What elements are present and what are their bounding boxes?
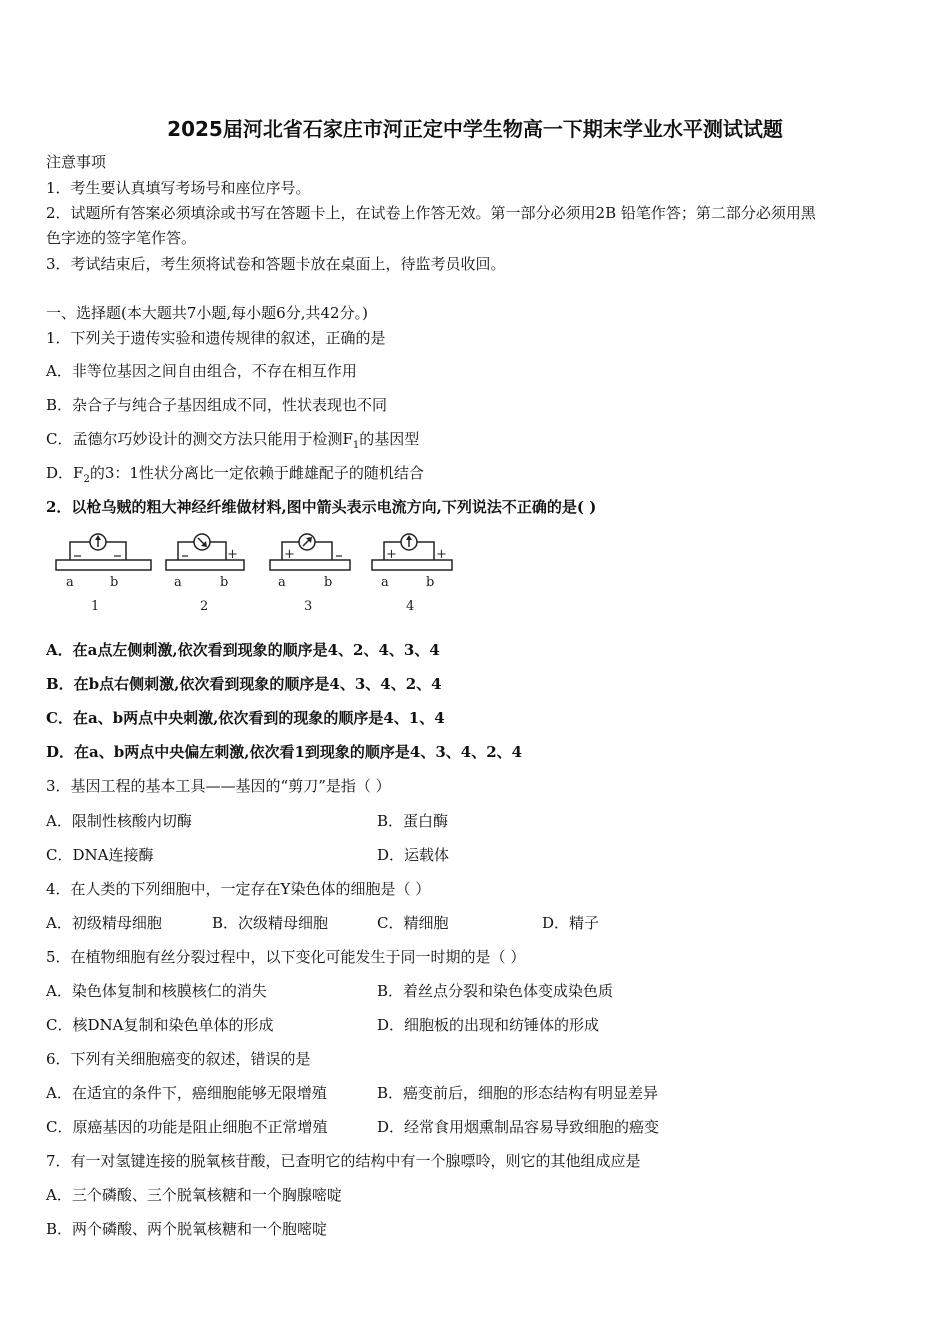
figure-panel-1 [56,534,151,614]
note-item-2: 2．试题所有答案必须填涂或书写在答题卡上，在试卷上作答无效。第一部分必须用2B 铅笔作答；第二部分必须用黑 [46,204,816,222]
q5-option-c: C．核DNA复制和染色单体的形成 [46,1016,274,1034]
panel-2-point-a: a [174,575,182,590]
q1-option-d [46,463,424,490]
q6-option-b: B．癌变前后，细胞的形态结构有明显差异 [377,1084,659,1102]
q1-option-c-sub: 1 [352,440,360,451]
q6-option-a: A．在适宜的条件下，癌细胞能够无限增殖 [46,1084,327,1102]
q1-stem: 1．下列关于遗传实验和遗传规律的叙述，正确的是 [46,329,386,347]
q5-option-d: D．细胞板的出现和纺锤体的形成 [377,1016,600,1034]
nerve-fiber-figure [48,530,468,620]
q1-option-d-text: D．F [46,464,84,482]
note-item-3: 3．考试结束后，考生须将试卷和答题卡放在桌面上，待监考员收回。 [46,255,506,273]
q3-option-c: C．DNA连接酶 [46,846,154,864]
page-title: 2025届河北省石家庄市河正定中学生物高一下期末学业水平测试试题 [167,117,783,141]
q4-stem: 4．在人类的下列细胞中，一定存在Y染色体的细胞是（ ） [46,880,431,898]
note-item-2-cont: 色字迹的签字笔作答。 [46,229,197,247]
q1-option-b: B．杂合子与纯合子基因组成不同，性状表现也不同 [46,396,388,414]
q5-option-a: A．染色体复制和核膜核仁的消失 [46,982,267,1000]
panel-3-plus: + [284,547,295,562]
panel-2-label: 2 [200,599,209,614]
q6-option-d: D．经常食用烟熏制品容易导致细胞的癌变 [377,1118,660,1136]
q1-option-c-text: C．孟德尔巧妙设计的测交方法只能用于检测F [46,430,353,448]
q1-option-a: A．非等位基因之间自由组合，不存在相互作用 [46,362,357,380]
figure-panel-3 [270,534,350,614]
q2-option-a: A．在a点左侧刺激,依次看到现象的顺序是4、2、4、3、4 [46,641,440,659]
notes-heading: 注意事项 [46,153,107,171]
q2-option-c: C．在a、b两点中央刺激,依次看到的现象的顺序是4、1、4 [46,709,445,727]
note-item-1: 1．考生要认真填写考场号和座位序号。 [46,179,311,197]
q3-option-b: B．蛋白酶 [377,812,449,830]
figure-panel-4 [372,534,452,614]
q3-option-d: D．运载体 [377,846,450,864]
q7-option-a: A．三个磷酸、三个脱氧核糖和一个胸腺嘧啶 [46,1186,342,1204]
q4-option-c: C．精细胞 [377,914,449,932]
panel-1-label: 1 [91,599,100,614]
panel-4-label: 4 [406,599,415,614]
q4-option-b: B．次级精母细胞 [212,914,329,932]
q6-option-c: C．原癌基因的功能是阻止细胞不正常增殖 [46,1118,328,1136]
q3-option-a: A．限制性核酸内切酶 [46,812,192,830]
q1-option-d-sub: 2 [83,474,90,485]
panel-3-point-a: a [278,575,286,590]
q5-option-b: B．着丝点分裂和染色体变成染色质 [377,982,614,1000]
panel-4-plus-left: + [386,547,397,562]
q1-option-d-tail: 的3：1性状分离比一定依赖于雌雄配子的随机结合 [89,464,424,482]
q5-stem: 5．在植物细胞有丝分裂过程中，以下变化可能发生于同一时期的是（ ） [46,948,526,966]
panel-2-point-b: b [220,575,229,590]
q3-stem: 3．基因工程的基本工具——基因的“剪刀”是指（ ） [46,777,391,795]
figure-panel-2 [166,534,244,614]
q1-option-c-tail: 的基因型 [359,430,420,448]
q6-stem: 6．下列有关细胞癌变的叙述，错误的是 [46,1050,311,1068]
q4-option-a: A．初级精母细胞 [46,914,162,932]
panel-4-plus-right: + [436,547,447,562]
panel-3-point-b: b [324,575,333,590]
section-heading: 一、选择题(本大题共7小题,每小题6分,共42分。) [46,304,368,322]
q4-option-d: D．精子 [542,914,600,932]
q2-stem: 2．以枪乌贼的粗大神经纤维做材料,图中箭头表示电流方向,下列说法不正确的是( ) [46,498,597,516]
panel-2-plus: + [227,547,238,562]
q2-option-d: D．在a、b两点中央偏左刺激,依次看1到现象的顺序是4、3、4、2、4 [46,743,523,761]
panel-4-point-a: a [381,575,389,590]
panel-1-point-b: b [110,575,119,590]
q2-option-b: B．在b点右侧刺激,依次看到现象的顺序是4、3、4、2、4 [46,675,442,693]
q7-option-b: B．两个磷酸、两个脱氧核糖和一个胞嘧啶 [46,1220,328,1238]
q1-option-c [46,429,419,456]
panel-4-point-b: b [426,575,435,590]
panel-3-label: 3 [304,599,313,614]
q7-stem: 7．有一对氢键连接的脱氧核苷酸，已查明它的结构中有一个腺嘌呤，则它的其他组成应是 [46,1152,641,1170]
panel-1-point-a: a [66,575,74,590]
